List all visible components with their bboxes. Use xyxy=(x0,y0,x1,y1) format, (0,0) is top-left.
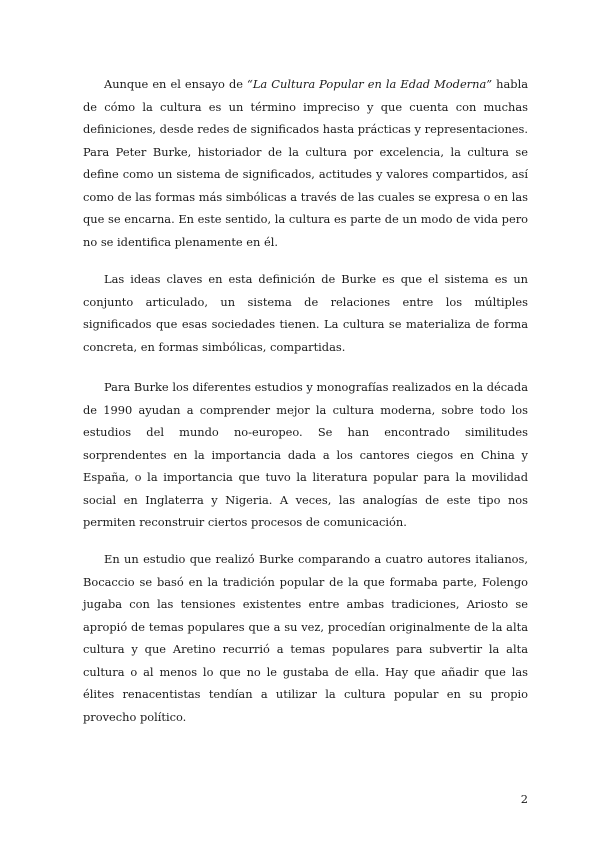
essay-title: “La Cultura Popular en la Edad Moderna” xyxy=(247,77,493,91)
paragraph-4: En un estudio que realizó Burke comparando a cuatro autores italianos, Bocaccio se basó en la tradición popular de la que formaba parte, Folengo jugaba con las tensiones existentes entre ambas tradiciones, Ariosto se apropió de temas populares que a su vez, procedían originalmente de la alta cultura y que Aretino recurrió a temas populares para subvertir la alta cultura o al menos lo que no le gustaba de ella. Hay que añadir que las élites renacentistas tendían a utilizar la cultura popular en su propio provecho político. xyxy=(83,552,528,724)
paragraph-1-lead: Aunque en el ensayo de xyxy=(104,77,248,91)
paragraph-1-rest: habla de cómo la cultura es un término impreciso y que cuenta con muchas definiciones, desde redes de significados hasta prácticas y representaciones. Para Peter Burke, historiador de la cultura por excelencia, la cultura se define como un sistema de significados, actitudes y valores compartidos, así como de las formas más simbólicas a través de las cuales se expresa o en las que se encarna. En este sentido, la cultura es parte de un modo de vida pero no se identifica plenamente en él. xyxy=(83,77,528,249)
paragraph-1 xyxy=(83,73,528,253)
paragraph-2: Las ideas claves en esta definición de Burke es que el sistema es un conjunto articulado, un sistema de relaciones entre los múltiples significados que esas sociedades tienen. La cultura se materializa de forma concreta, en formas simbólicas, compartidas. xyxy=(83,272,528,354)
page-number: 2 xyxy=(520,792,528,806)
paragraph-3: Para Burke los diferentes estudios y monografías realizados en la década de 1990 ayudan a comprender mejor la cultura moderna, sobre todo los estudios del mundo no-europeo. Se han encontrado similitudes sorprendentes en la importancia dada a los cantores ciegos en China y España, o la importancia que tuvo la literatura popular para la movilidad social en Inglaterra y Nigeria. A veces, las analogías de este tipo nos permiten reconstruir ciertos procesos de comunicación. xyxy=(83,380,528,529)
